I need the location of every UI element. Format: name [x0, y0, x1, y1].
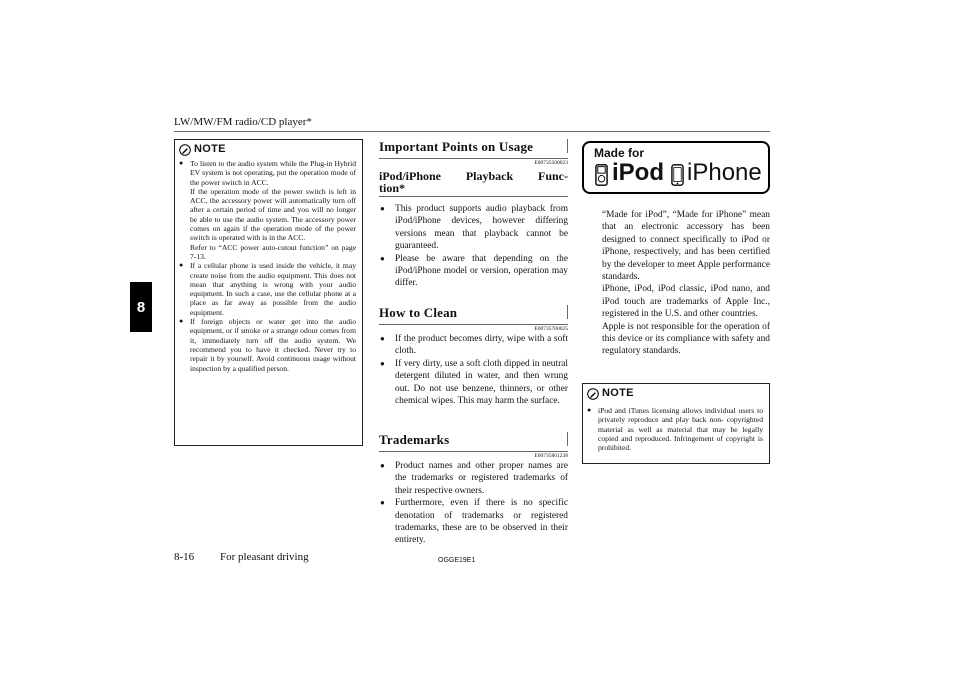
list-item: ● Furthermore, even if there is no specific denotation of trademarks or registered trademarks, these are to be observed in their entirety.	[379, 497, 568, 547]
list-item: ● Please be aware that depending on the iPod/iPhone model or version, operation may differ.	[379, 253, 568, 290]
section-code: E00735700025	[534, 326, 568, 332]
section-code: E00735801238	[534, 453, 568, 459]
section-important	[379, 139, 568, 290]
section-trademarks	[379, 432, 568, 547]
note-box-right	[582, 383, 770, 464]
note-box-left	[174, 139, 363, 446]
list-item: ● Product names and other proper names are the trademarks or registered trademarks of their respective owners.	[379, 460, 568, 497]
note-header	[587, 386, 769, 401]
section-title: Trademarks	[379, 432, 450, 447]
bullet-list	[379, 460, 568, 547]
section-title: Important Points on Usage	[379, 139, 534, 154]
ipod-device-icon	[595, 163, 608, 187]
note-item: ● iPod and iTunes licensing allows individual users to privately reproduce and play back non- copyrighted material as well as material that may be legally copied and reproduced. Infringement of copyright is prohibited.	[587, 406, 763, 452]
badge-made-for: Made for	[594, 146, 645, 160]
pencil-note-icon	[179, 144, 191, 156]
note-title: NOTE	[602, 386, 634, 399]
paragraph: “Made for iPod”, “Made for iPhone” mean that an electronic accessory has been designed to connect specifically to iPod or iPhone, respectively, and has been certified by the developer to meet Apple performance standards.	[602, 210, 770, 283]
paragraph: iPhone, iPod, iPod classic, iPod nano, and iPod touch are trademarks of Apple Inc., registered in the U.S. and other countries.	[602, 284, 770, 320]
section-clean	[379, 305, 568, 407]
section-rule	[379, 451, 568, 452]
section-tick	[567, 305, 568, 319]
subsection-rule	[379, 196, 568, 197]
page-number: 8-16	[174, 551, 195, 563]
doc-code: OGGE19E1	[438, 557, 476, 564]
note-item: ● If foreign objects or water get into the audio equipment, or if smoke or a strange odour comes from it, immediately turn off the audio system. We recommend you to have it checked. Never try to repair it by yourself. Avoid continuous usage without inspection by a qualified person.	[179, 317, 356, 373]
list-item: ● If the product becomes dirty, wipe with a soft cloth.	[379, 333, 568, 358]
header-rule	[174, 131, 770, 132]
note-list	[179, 159, 356, 373]
right-text	[602, 209, 770, 358]
bullet-list	[379, 333, 568, 407]
made-for-ipod-iphone-logo	[582, 141, 770, 194]
list-item: ● If very dirty, use a soft cloth dipped in neutral detergent diluted in water, and then wrung out. Do not use benzene, thinners, or other chemical wipes. This may harm the surface.	[379, 358, 568, 408]
note-title: NOTE	[194, 142, 226, 155]
section-tick	[567, 139, 568, 153]
running-header: LW/MW/FM radio/CD player*	[174, 116, 312, 128]
note-header	[179, 142, 362, 157]
paragraph: Apple is not responsible for the operation of this device or its compliance with safety and regulatory standards.	[602, 321, 770, 357]
list-item: ● This product supports audio playback from iPod/iPhone devices, however differing versions mean that playback cannot be guaranteed.	[379, 203, 568, 253]
badge-ipod: iPod	[612, 159, 664, 186]
section-tick	[567, 432, 568, 446]
note-item: ● To listen to the audio system while the Plug-in Hybrid EV system is not operating, put the operation mode of the power switch in ACC. If the operation mode of the power switch is left in ACC, the accessory power will automatically turn off after a certain period of time and you will no longer be able to use the audio system. The accessory power comes on again if the operation mode of the power switch is operated with is in the ACC. Refer to “ACC power auto-cutout function” on page 7-13.	[179, 159, 356, 261]
footer-section: For pleasant driving	[220, 551, 309, 563]
iphone-device-icon	[671, 163, 684, 187]
section-rule	[379, 158, 568, 159]
subsection-title-cont: tion*	[379, 181, 406, 195]
note-list	[587, 406, 763, 452]
note-item: ● If a cellular phone is used inside the vehicle, it may create noise from the audio equipment. This does not mean that anything is wrong with your audio equipment. In such a case, use the cellular phone at a place as far away as possible from the audio equipment.	[179, 261, 356, 317]
chapter-tab: 8	[130, 282, 152, 332]
section-title: How to Clean	[379, 305, 458, 320]
section-code: E00735500023	[534, 160, 568, 166]
pencil-note-icon	[587, 388, 599, 400]
badge-iphone: iPhone	[687, 159, 762, 186]
section-rule	[379, 324, 568, 325]
subsection-title: iPod/iPhone Playback Func-	[379, 169, 568, 183]
bullet-list	[379, 203, 568, 290]
